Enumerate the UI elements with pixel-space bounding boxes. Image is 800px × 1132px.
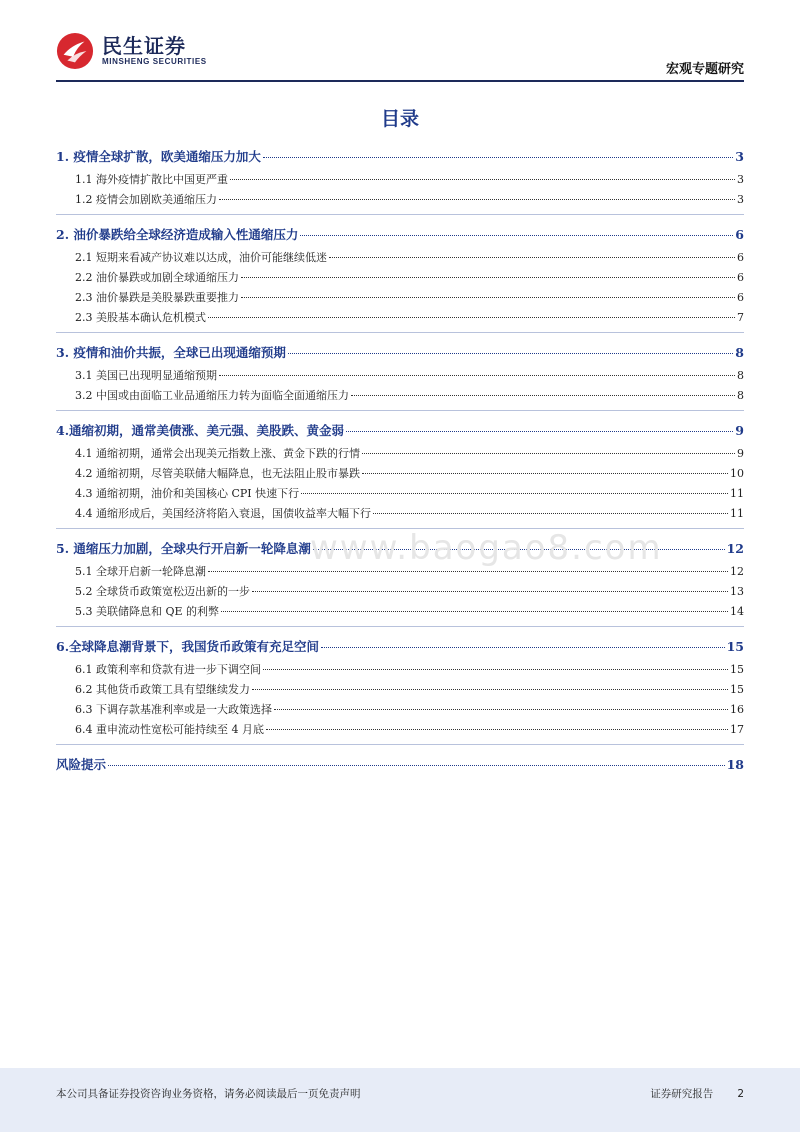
section-divider (56, 214, 744, 215)
page-number: 15 (730, 663, 744, 676)
page-number: 18 (726, 757, 744, 772)
page-number: 3 (735, 149, 744, 164)
leader-dots (329, 257, 735, 258)
table-of-contents (56, 144, 744, 778)
subsection-title: 4.1 通缩初期，通常会出现美元指数上涨、黄金下跌的行情 (75, 447, 360, 460)
toc-subsection-entry[interactable] (56, 444, 744, 464)
section-title: 5. 通缩压力加剧，全球央行开启新一轮降息潮 (56, 541, 311, 556)
toc-subsection-entry[interactable] (56, 700, 744, 720)
brand-name-en: MINSHENG SECURITIES (102, 57, 207, 66)
page-number: 11 (730, 487, 744, 500)
leader-dots (362, 453, 735, 454)
subsection-title: 5.2 全球货币政策宽松迈出新的一步 (75, 585, 250, 598)
toc-section-4 (56, 418, 744, 529)
minsheng-logo-icon (56, 32, 94, 70)
page-number: 9 (737, 447, 744, 460)
section-title: 3. 疫情和油价共振，全球已出现通缩预期 (56, 345, 286, 360)
leader-dots (230, 179, 735, 180)
toc-section-1 (56, 144, 744, 215)
header-divider (56, 80, 744, 82)
report-type: 宏观专题研究 (665, 62, 744, 77)
toc-subsection-entry[interactable] (56, 680, 744, 700)
leader-dots (274, 709, 728, 710)
toc-section-entry[interactable] (56, 222, 744, 248)
toc-subsection-entry[interactable] (56, 386, 744, 406)
toc-section-entry[interactable] (56, 340, 744, 366)
leader-dots (263, 669, 728, 670)
toc-section-entry[interactable] (56, 634, 744, 660)
toc-subsection-entry[interactable] (56, 504, 744, 524)
subsection-title: 2.1 短期来看减产协议难以达成，油价可能继续低迷 (75, 251, 327, 264)
section-divider (56, 332, 744, 333)
leader-dots (301, 493, 728, 494)
leader-dots (252, 689, 728, 690)
section-title: 1. 疫情全球扩散，欧美通缩压力加大 (56, 149, 261, 164)
toc-section-3 (56, 340, 744, 411)
section-divider (56, 744, 744, 745)
subsection-title: 5.1 全球开启新一轮降息潮 (75, 565, 206, 578)
leader-dots (108, 765, 725, 766)
subsection-title: 1.2 疫情会加剧欧美通缩压力 (75, 193, 217, 206)
page-number: 6 (737, 271, 744, 284)
page-number: 17 (730, 723, 744, 736)
page-number: 3 (737, 173, 744, 186)
page-number: 10 (730, 467, 744, 480)
page-number: 16 (730, 703, 744, 716)
page-number: 11 (730, 507, 744, 520)
page-number: 9 (735, 423, 744, 438)
subsection-title: 4.3 通缩初期，油价和美国核心 CPI 快速下行 (75, 487, 300, 500)
section-title: 2. 油价暴跌给全球经济造成输入性通缩压力 (56, 227, 299, 242)
subsection-title: 3.2 中国或由面临工业品通缩压力转为面临全面通缩压力 (75, 389, 349, 402)
subsection-title: 5.3 美联储降息和 QE 的利弊 (75, 605, 220, 618)
footer-disclaimer: 本公司具备证券投资咨询业务资格，请务必阅读最后一页免责声明 (56, 1088, 361, 1100)
toc-subsection-entry[interactable] (56, 660, 744, 680)
leader-dots (241, 277, 735, 278)
company-logo (56, 32, 207, 70)
page-number: 8 (737, 389, 744, 402)
leader-dots (346, 431, 733, 432)
leader-dots (219, 375, 735, 376)
toc-subsection-entry[interactable] (56, 248, 744, 268)
subsection-title: 6.1 政策利率和贷款有进一步下调空间 (75, 663, 261, 676)
subsection-title: 3.1 美国已出现明显通缩预期 (75, 369, 217, 382)
page-number: 6 (737, 251, 744, 264)
toc-subsection-entry[interactable] (56, 582, 744, 602)
toc-subsection-entry[interactable] (56, 288, 744, 308)
toc-title: 目录 (380, 108, 419, 130)
toc-subsection-entry[interactable] (56, 366, 744, 386)
toc-subsection-entry[interactable] (56, 484, 744, 504)
section-title: 6.全球降息潮背景下，我国货币政策有充足空间 (56, 639, 320, 654)
leader-dots (241, 297, 735, 298)
subsection-title: 6.4 重申流动性宽松可能持续至 4 月底 (75, 723, 264, 736)
leader-dots (208, 317, 735, 318)
toc-subsection-entry[interactable] (56, 190, 744, 210)
section-divider (56, 626, 744, 627)
toc-section-entry[interactable] (56, 144, 744, 170)
leader-dots (219, 199, 735, 200)
toc-subsection-entry[interactable] (56, 602, 744, 622)
subsection-title: 6.2 其他货币政策工具有望继续发力 (75, 683, 250, 696)
leader-dots (373, 513, 728, 514)
toc-subsection-entry[interactable] (56, 268, 744, 288)
page-number: 6 (735, 227, 744, 242)
brand-name-cn: 民生证券 (102, 34, 186, 58)
page-number: 8 (735, 345, 744, 360)
toc-section-entry[interactable] (56, 418, 744, 444)
leader-dots (208, 571, 728, 572)
page-number: 8 (737, 369, 744, 382)
page-number: 14 (730, 605, 744, 618)
subsection-title: 2.3 美股基本确认危机模式 (75, 311, 206, 324)
toc-section-2 (56, 222, 744, 333)
section-title: 4.通缩初期，通常美债涨、美元强、美股跌、黄金弱 (56, 423, 345, 438)
page-number: 3 (737, 193, 744, 206)
page-number: 7 (737, 311, 744, 324)
subsection-title: 4.4 通缩形成后，美国经济将陷入衰退，国债收益率大幅下行 (75, 507, 371, 520)
report-label: 证券研究报告 (650, 1088, 714, 1100)
toc-subsection-entry[interactable] (56, 308, 744, 328)
leader-dots (252, 591, 728, 592)
toc-subsection-entry[interactable] (56, 464, 744, 484)
leader-dots (266, 729, 728, 730)
page-number: 13 (730, 585, 744, 598)
watermark: www.baogao8.com (310, 528, 663, 568)
page-number: 12 (726, 541, 744, 556)
subsection-title: 1.1 海外疫情扩散比中国更严重 (75, 173, 228, 186)
leader-dots (263, 157, 733, 158)
leader-dots (288, 353, 733, 354)
page-footer (0, 1068, 800, 1132)
leader-dots (362, 473, 728, 474)
toc-subsection-entry[interactable] (56, 170, 744, 190)
subsection-title: 4.2 通缩初期，尽管美联储大幅降息，也无法阻止股市暴跌 (75, 467, 360, 480)
page-header (56, 30, 744, 78)
page-number: 12 (730, 565, 744, 578)
leader-dots (221, 611, 728, 612)
toc-risk-entry[interactable] (56, 752, 744, 778)
subsection-title: 2.2 油价暴跌或加剧全球通缩压力 (75, 271, 239, 284)
risk-title: 风险提示 (56, 757, 107, 772)
page-number: 6 (737, 291, 744, 304)
subsection-title: 2.3 油价暴跌是美股暴跌重要推力 (75, 291, 239, 304)
toc-subsection-entry[interactable] (56, 720, 744, 740)
footer-right (650, 1086, 744, 1101)
page-number: 15 (726, 639, 744, 654)
subsection-title: 6.3 下调存款基准利率或是一大政策选择 (75, 703, 272, 716)
footer-page-number: 2 (737, 1088, 744, 1100)
page-number: 15 (730, 683, 744, 696)
toc-section-6 (56, 634, 744, 745)
leader-dots (351, 395, 735, 396)
leader-dots (321, 647, 725, 648)
leader-dots (300, 235, 733, 236)
section-divider (56, 410, 744, 411)
